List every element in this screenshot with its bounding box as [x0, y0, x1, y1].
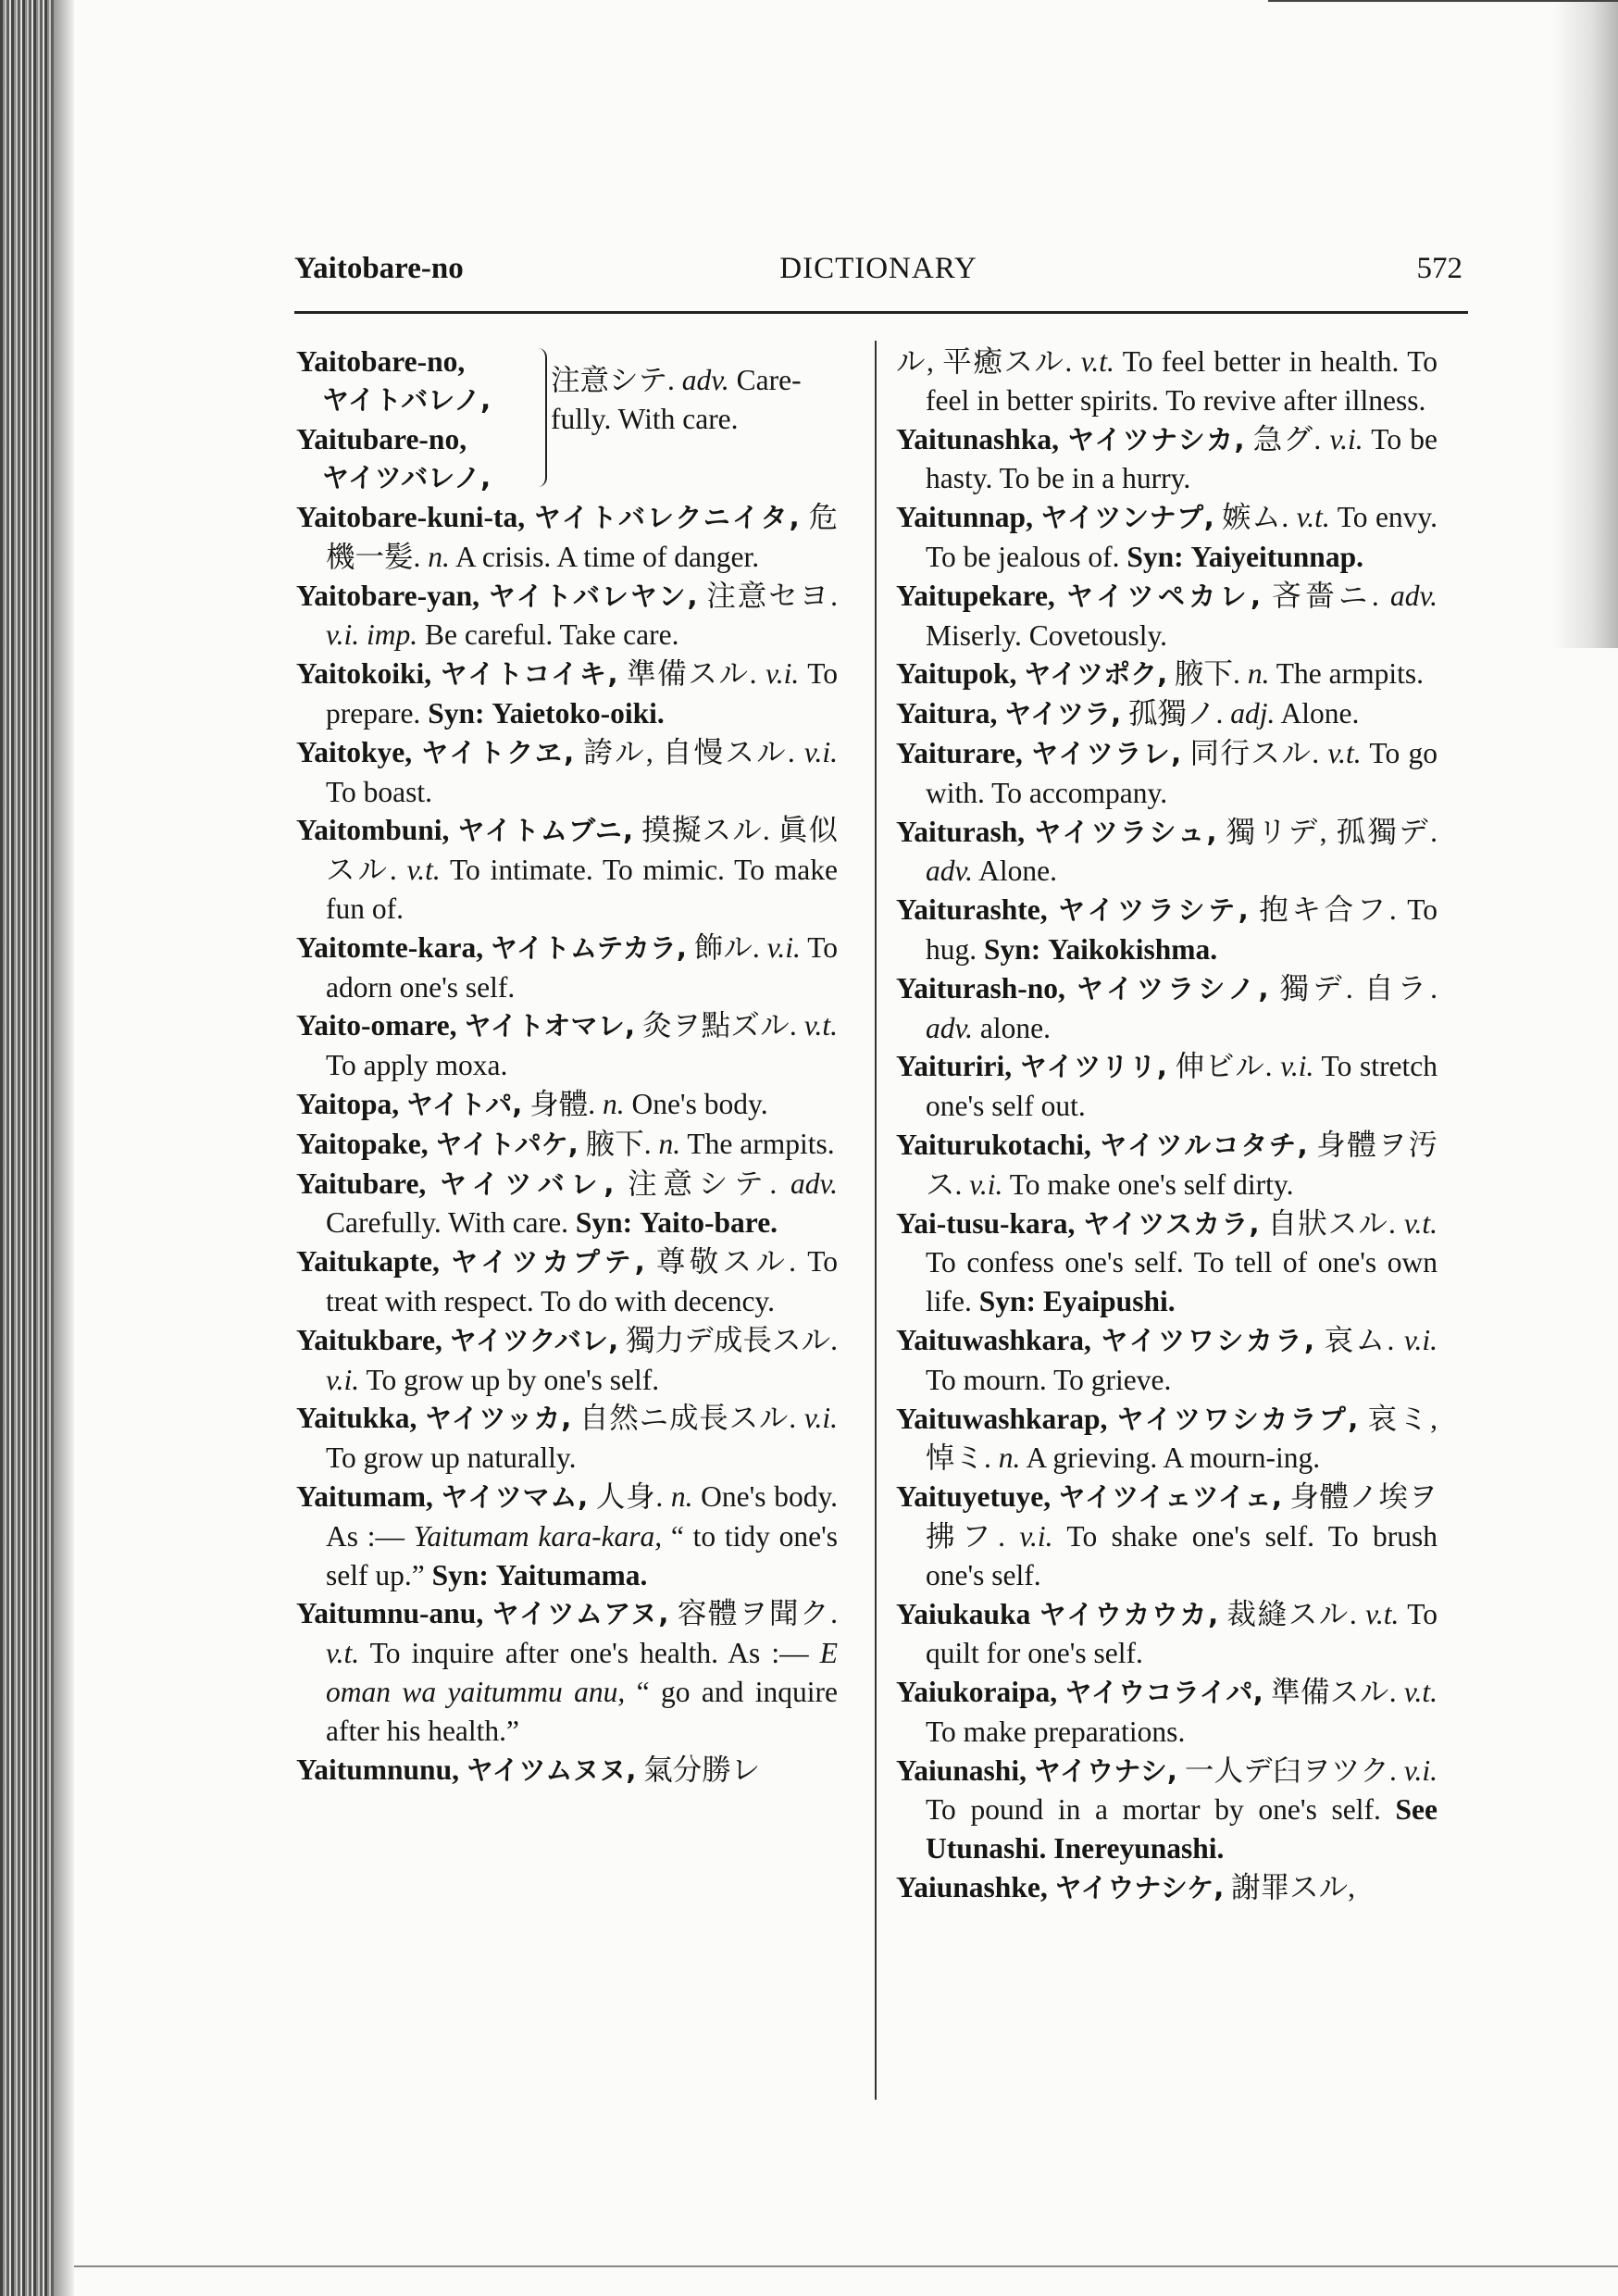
- dictionary-entry: [896, 969, 1438, 1048]
- entry-headword: Yaitobare-kuni-ta,: [296, 501, 526, 533]
- entry-japanese-gloss: 灸ヲ點ズル.: [642, 1009, 797, 1042]
- entry-headword: Yaitupekare,: [896, 579, 1055, 612]
- entry-definition: Be careful. Take care.: [425, 618, 679, 652]
- dictionary-entry: [296, 1751, 838, 1791]
- entry-headword: Yaitubare-no,: [296, 423, 467, 455]
- entry-definition: To apply moxa.: [326, 1049, 508, 1082]
- entry-headword: Yaitumnu-anu,: [296, 1597, 484, 1630]
- entry-headword: Yaitopa,: [296, 1087, 400, 1120]
- entry-definition: To envy. To be jealous of.: [926, 501, 1438, 573]
- entry-kana: ヤイツスカラ,: [1083, 1207, 1260, 1240]
- dictionary-entry: [896, 1400, 1438, 1479]
- entry-headword: Yaiturare,: [896, 736, 1023, 769]
- entry-part-of-speech: v.i.: [1019, 1519, 1053, 1553]
- entry-definition: One's body.: [631, 1087, 768, 1120]
- entry-synonym: Yaitumama.: [495, 1558, 648, 1591]
- entry-headword: Yaitunashka,: [896, 422, 1059, 455]
- entry-headword: Yaiunashi,: [896, 1753, 1027, 1787]
- entry-definition: To prepare.: [326, 657, 839, 730]
- entry-kana: ヤイツラシュ,: [1034, 816, 1217, 848]
- entry-kana: ヤイトバレノ,: [322, 384, 492, 416]
- entry-japanese-gloss: 飾ル.: [693, 930, 760, 964]
- entry-japanese-gloss: 哀ム.: [1324, 1323, 1395, 1356]
- left-column: [296, 343, 838, 1790]
- entry-part-of-speech: n.: [670, 1479, 693, 1513]
- entry-definition: To treat with respect. To do with decency.: [326, 1245, 839, 1317]
- entry-japanese-gloss: 裁縫スル.: [1226, 1597, 1357, 1630]
- entry-synonym-label: Syn:: [575, 1206, 633, 1240]
- entry-headword: Yaiturashte,: [896, 893, 1048, 927]
- entry-japanese-gloss: 腋下.: [1175, 657, 1240, 691]
- dictionary-entry: [296, 498, 838, 577]
- dictionary-entry: [296, 655, 838, 733]
- entry-japanese-gloss: 獨デ. 自ラ.: [1279, 971, 1438, 1004]
- entry-synonym-label: Syn:: [431, 1558, 489, 1591]
- entry-japanese-gloss: 自狀スル.: [1267, 1206, 1396, 1240]
- entry-definition: The armpits.: [1276, 657, 1424, 691]
- entry-part-of-speech: v.t.: [1296, 501, 1330, 534]
- entry-part-of-speech: adv.: [926, 855, 974, 888]
- page-edge-shadow: [1553, 0, 1618, 648]
- entry-headword: Yai-tusu-kara,: [896, 1206, 1076, 1240]
- entry-part-of-speech: v.i.: [1280, 1050, 1314, 1083]
- dictionary-entry: [896, 1126, 1438, 1204]
- entry-kana: ヤイツバレ,: [440, 1167, 615, 1200]
- entry-kana: ヤイツバレノ,: [322, 462, 492, 493]
- entry-kana: ヤイツナシカ,: [1067, 423, 1245, 455]
- entry-definition: To stretch one's self out.: [926, 1050, 1438, 1123]
- dictionary-entry: [896, 1868, 1438, 1908]
- dictionary-entry: [896, 498, 1438, 577]
- entry-headword: Yaiturash-no,: [896, 971, 1065, 1004]
- dictionary-entry: [896, 343, 1438, 420]
- entry-japanese-gloss: 哀ミ, 悼ミ.: [926, 1402, 1438, 1475]
- entry-japanese-gloss: 自然ニ成長スル.: [579, 1402, 797, 1435]
- entry-definition: The armpits.: [687, 1127, 835, 1160]
- entry-kana: ヤイツペカレ,: [1066, 580, 1262, 612]
- dictionary-entry: [296, 929, 838, 1007]
- entry-headword: Yaitopake,: [296, 1127, 429, 1160]
- entry-example-translation: “ to tidy one's self up.”: [326, 1519, 839, 1591]
- entry-definition: To confess one's self. To tell of one's own life.: [926, 1246, 1438, 1318]
- entry-japanese-gloss: 抱キ合フ.: [1259, 893, 1397, 927]
- entry-part-of-speech: n.: [998, 1441, 1021, 1475]
- entry-part-of-speech: n.: [602, 1087, 625, 1120]
- entry-kana: ヤイウナシ,: [1033, 1754, 1177, 1787]
- entry-definition: 注意シテ. adv. Care- fully. With care.: [551, 364, 802, 435]
- entry-part-of-speech: v.t.: [1365, 1597, 1400, 1630]
- entry-definition: To shake one's self. To brush one's self.: [926, 1519, 1438, 1591]
- entry-kana: ヤイウカウカ,: [1039, 1598, 1219, 1630]
- entry-part-of-speech: v.t.: [1403, 1206, 1438, 1240]
- entry-headword: Yaituwashkara,: [896, 1323, 1091, 1356]
- entry-headword: Yaitumnunu,: [296, 1753, 459, 1786]
- entry-kana: ヤイトバレクニイタ,: [533, 502, 800, 533]
- entry-headword: Yaitokye,: [296, 735, 413, 768]
- entry-japanese-gloss: 腋下.: [585, 1127, 652, 1160]
- entry-japanese-gloss: 急グ.: [1252, 422, 1322, 455]
- entry-part-of-speech: v.i. imp.: [326, 618, 418, 652]
- dictionary-entry: [896, 891, 1438, 969]
- entry-headword: Yaiukauka: [896, 1597, 1031, 1630]
- dictionary-entry: [296, 577, 838, 655]
- entry-headword: Yaitobare-no,: [296, 345, 466, 378]
- entry-japanese-gloss: 獨リデ, 孤獨デ.: [1226, 815, 1438, 848]
- entry-kana: ヤイトコイキ,: [440, 658, 618, 691]
- entry-part-of-speech: n.: [1247, 657, 1270, 691]
- entry-definition: alone.: [979, 1011, 1051, 1044]
- entry-japanese-gloss: 人身.: [595, 1479, 664, 1513]
- entry-definition: To boast.: [326, 775, 433, 808]
- dictionary-entry: [296, 1242, 838, 1321]
- column-divider: [875, 341, 877, 2100]
- entry-part-of-speech: v.t.: [406, 854, 441, 887]
- scan-edge-line: [1268, 0, 1618, 2]
- header-title: DICTIONARY: [779, 252, 977, 285]
- entry-headword: Yaiukoraipa,: [896, 1676, 1058, 1709]
- right-column: [896, 343, 1438, 1908]
- entry-headword: Yaitomte-kara,: [296, 930, 484, 964]
- entry-part-of-speech: v.i.: [1329, 422, 1363, 455]
- entry-part-of-speech: v.t.: [1403, 1676, 1438, 1709]
- right-entry-list: [896, 343, 1438, 1908]
- entry-part-of-speech: adj.: [1230, 697, 1276, 730]
- entry-synonym: Yaikokishma.: [1048, 932, 1218, 966]
- entry-definition: To be hasty. To be in a hurry.: [926, 422, 1438, 495]
- dictionary-entry: [896, 1595, 1438, 1674]
- entry-headword: Yaitombuni,: [296, 814, 450, 847]
- entry-kana: ヤイツクバレ,: [449, 1324, 619, 1356]
- entry-japanese-gloss: 注意シテ.: [628, 1167, 778, 1200]
- grouping-brace: [532, 348, 547, 487]
- gutter-shadow: [54, 0, 74, 2296]
- entry-kana: ヤイツマム,: [441, 1480, 589, 1513]
- entry-definition: To feel better in health. To feel in better spirits. To revive after illness.: [926, 345, 1438, 417]
- dictionary-entry: [896, 577, 1438, 655]
- entry-definition: To grow up naturally.: [326, 1441, 577, 1475]
- left-entry-list: [296, 498, 838, 1790]
- entry-yaitobare-no: [296, 343, 838, 498]
- entry-part-of-speech: v.i.: [765, 657, 800, 691]
- entry-japanese-gloss: 身體ヲ汚ス.: [926, 1128, 1438, 1201]
- entry-part-of-speech: v.i.: [803, 1402, 838, 1435]
- dictionary-entry: [896, 655, 1438, 694]
- dictionary-entry: [296, 1399, 838, 1478]
- entry-headword: Yaituyetuye,: [896, 1480, 1052, 1514]
- dictionary-entry: [296, 1165, 838, 1243]
- entry-headword: Yaitupok,: [896, 657, 1017, 691]
- entry-synonym-label: See: [1395, 1793, 1438, 1827]
- page-number: 572: [1416, 252, 1462, 285]
- entry-japanese-gloss: 謝罪スル,: [1231, 1871, 1356, 1904]
- entry-synonym: Yaietoko-oiki.: [492, 696, 665, 730]
- entry-kana: ヤイツポク,: [1024, 658, 1168, 691]
- entry-japanese-gloss: ル, 平癒スル.: [896, 345, 1073, 378]
- entry-japanese-gloss: 尊敬スル.: [655, 1245, 797, 1279]
- entry-kana: ヤイトムテカラ,: [491, 931, 687, 964]
- dictionary-entry: [896, 734, 1438, 813]
- entry-japanese-gloss: 嫉ム.: [1222, 501, 1289, 534]
- entry-headword: Yaiunashke,: [896, 1871, 1048, 1904]
- entry-japanese-gloss: 摸擬スル. 眞似スル.: [326, 814, 839, 887]
- dictionary-entry: [896, 420, 1438, 499]
- entry-headword: Yaitobare-yan,: [296, 579, 480, 612]
- dictionary-entry: [896, 1752, 1438, 1868]
- dictionary-entry: [296, 1594, 838, 1750]
- entry-headword: Yaitumam,: [296, 1479, 433, 1513]
- entry-japanese-gloss: 一人デ臼ヲツク.: [1184, 1753, 1397, 1787]
- entry-part-of-speech: v.t.: [1327, 736, 1362, 769]
- entry-definition: Alone.: [978, 855, 1058, 888]
- entry-synonym-label: Syn:: [984, 932, 1041, 966]
- entry-definition: To quilt for one's self.: [926, 1597, 1438, 1670]
- dictionary-entry: [296, 733, 838, 812]
- entry-synonym: Utunashi. Inereyunashi.: [926, 1832, 1225, 1866]
- dictionary-entry: [896, 1673, 1438, 1752]
- entry-headword: Yaitunnap,: [896, 501, 1033, 534]
- entry-definition: Carefully. With care.: [326, 1206, 568, 1240]
- entry-definition: A crisis. A time of danger.: [455, 540, 760, 573]
- entry-part-of-speech: v.i.: [326, 1363, 360, 1396]
- entry-headword: Yaitukbare,: [296, 1323, 442, 1356]
- entry-definition: One's body. As :—: [326, 1479, 839, 1553]
- entry-definition: To hug.: [926, 893, 1438, 966]
- entry-japanese-gloss: 準備スル.: [1271, 1676, 1397, 1709]
- dictionary-entry: [296, 1478, 838, 1594]
- entry-kana: ヤイトバレヤン,: [488, 580, 698, 612]
- entry-part-of-speech: v.t.: [1080, 345, 1114, 378]
- entry-definition: To make one's self dirty.: [1009, 1167, 1294, 1201]
- entry-kana: ヤイツワシカラ,: [1101, 1324, 1315, 1356]
- entry-synonym-label: Syn:: [428, 696, 485, 730]
- entry-definition: To inquire after one's health. As :—: [369, 1637, 809, 1670]
- entry-kana: ヤイツムアヌ,: [492, 1598, 669, 1630]
- entry-kana: ヤイツッカ,: [425, 1403, 572, 1435]
- dictionary-entry: [296, 1321, 838, 1400]
- entry-part-of-speech: adv.: [1389, 579, 1438, 612]
- entry-japanese-gloss: 注意セヨ.: [706, 579, 838, 612]
- entry-headword: Yaitukka,: [296, 1402, 417, 1435]
- dictionary-entry: [896, 1478, 1438, 1594]
- entry-headword: Yaiturash,: [896, 815, 1026, 848]
- entry-definition: To intimate. To mimic. To make fun of.: [326, 854, 838, 925]
- entry-part-of-speech: v.t.: [326, 1637, 360, 1670]
- entry-synonym: Yaito-bare.: [640, 1206, 778, 1240]
- entry-kana: ヤイツルコタチ,: [1100, 1129, 1308, 1161]
- entry-japanese-gloss: 孤獨ノ.: [1127, 697, 1224, 730]
- scan-bottom-line: [74, 2265, 1618, 2267]
- dictionary-entry: [296, 811, 838, 928]
- entry-japanese-gloss: 吝嗇ニ.: [1272, 579, 1379, 612]
- entry-japanese-gloss: 同行スル.: [1189, 736, 1320, 769]
- entry-kana: ヤイツイェツイェ,: [1058, 1481, 1283, 1514]
- entry-japanese-gloss: 容體ヲ聞ク.: [677, 1597, 838, 1630]
- header-rule: [294, 311, 1468, 314]
- entry-synonym-label: Syn:: [978, 1285, 1037, 1318]
- entry-part-of-speech: adv.: [790, 1167, 839, 1200]
- entry-headword: Yaitokoiki,: [296, 657, 432, 691]
- entry-japanese-gloss: 獨力デ成長スル.: [626, 1323, 839, 1356]
- entry-part-of-speech: v.t.: [803, 1009, 839, 1042]
- entry-example-translation: “ go and inquire after his health.”: [326, 1675, 839, 1747]
- entry-headword: Yaitukapte,: [296, 1245, 440, 1279]
- entry-definition: Alone.: [1280, 697, 1360, 730]
- entry-part-of-speech: v.i.: [803, 735, 838, 768]
- entry-kana: ヤイウコライパ,: [1064, 1677, 1263, 1709]
- entry-japanese-gloss: 氣分勝レ: [643, 1753, 761, 1786]
- entry-part-of-speech: n.: [428, 540, 450, 573]
- entry-kana: ヤイツムヌヌ,: [466, 1753, 637, 1786]
- entry-example: E oman wa yaitummu anu,: [326, 1637, 838, 1708]
- entry-definition: To adorn one's self.: [326, 930, 839, 1004]
- dictionary-entry: [896, 813, 1438, 892]
- entry-definition: To make preparations.: [926, 1715, 1186, 1748]
- entry-kana: ヤイツリリ,: [1019, 1051, 1167, 1083]
- entry-kana: ヤイツカプテ,: [451, 1246, 645, 1279]
- entry-part-of-speech: v.i.: [969, 1167, 1003, 1201]
- dictionary-entry: [296, 1125, 838, 1165]
- entry-japanese-gloss: 危機一髪.: [326, 501, 839, 573]
- entry-headword: Yaitubare,: [296, 1167, 427, 1200]
- entry-definition: A grieving. A mourn-ing.: [1026, 1441, 1321, 1475]
- entry-synonym: Yaiyeitunnap.: [1190, 540, 1363, 573]
- entry-japanese-gloss: 準備スル.: [627, 657, 757, 691]
- entry-kana: ヤイウナシケ,: [1054, 1872, 1225, 1904]
- entry-kana: ヤイツラシノ,: [1076, 972, 1269, 1004]
- entry-kana: ヤイツラ,: [1004, 698, 1122, 730]
- dictionary-entry: [896, 1321, 1438, 1400]
- entry-definition: Miserly. Covetously.: [926, 618, 1168, 652]
- dictionary-entry: [896, 1204, 1438, 1321]
- entry-definition: To go with. To accompany.: [926, 736, 1438, 809]
- entry-kana: ヤイツラレ,: [1031, 737, 1182, 769]
- entry-part-of-speech: n.: [658, 1127, 681, 1160]
- entry-japanese-gloss: 身體.: [529, 1087, 596, 1120]
- entry-japanese-gloss: 身體ノ埃ヲ拂フ.: [926, 1480, 1438, 1553]
- entry-headword: Yaito-omare,: [296, 1009, 457, 1042]
- entry-definition: To grow up by one's self.: [366, 1363, 660, 1396]
- entry-headword: Yaitura,: [896, 697, 998, 730]
- dictionary-entry: [296, 1085, 838, 1125]
- entry-definition: To pound in a mortar by one's self.: [926, 1793, 1381, 1827]
- entry-part-of-speech: adv.: [926, 1011, 974, 1044]
- entry-kana: ヤイトオマレ,: [464, 1010, 636, 1042]
- entry-headword: Yaituwashkarap,: [896, 1402, 1108, 1435]
- entry-part-of-speech: v.i.: [766, 930, 801, 964]
- entry-example: Yaitumam kara-kara,: [413, 1519, 663, 1553]
- book-binding-shadow: [0, 0, 54, 2296]
- entry-synonym: Eyaipushi.: [1042, 1285, 1176, 1318]
- header-guide-word: Yaitobare-no: [294, 252, 464, 285]
- dictionary-entry: [296, 1006, 838, 1085]
- dictionary-entry: [896, 694, 1438, 734]
- entry-kana: ヤイトパ,: [406, 1088, 523, 1120]
- entry-part-of-speech: v.i.: [1403, 1323, 1438, 1356]
- entry-kana: ヤイツンナプ,: [1040, 502, 1214, 534]
- entry-synonym-label: Syn:: [1126, 540, 1184, 573]
- entry-part-of-speech: v.i.: [1403, 1753, 1438, 1787]
- entry-kana: ヤイツラシテ,: [1058, 894, 1249, 927]
- running-header: [294, 252, 1462, 296]
- entry-kana: ヤイトパケ,: [435, 1128, 579, 1160]
- entry-definition: To mourn. To grieve.: [926, 1363, 1172, 1396]
- entry-kana: ヤイツワシカラプ,: [1116, 1403, 1359, 1435]
- entry-japanese-gloss: 誇ル, 自慢スル.: [583, 735, 795, 768]
- entry-kana: ヤイトクヱ,: [421, 736, 575, 768]
- entry-headword: Yaituriri,: [896, 1050, 1013, 1083]
- entry-kana: ヤイトムブニ,: [457, 815, 634, 847]
- dictionary-entry: [896, 1047, 1438, 1126]
- entry-japanese-gloss: 伸ビル.: [1175, 1050, 1273, 1083]
- entry-headword: Yaiturukotachi,: [896, 1128, 1091, 1161]
